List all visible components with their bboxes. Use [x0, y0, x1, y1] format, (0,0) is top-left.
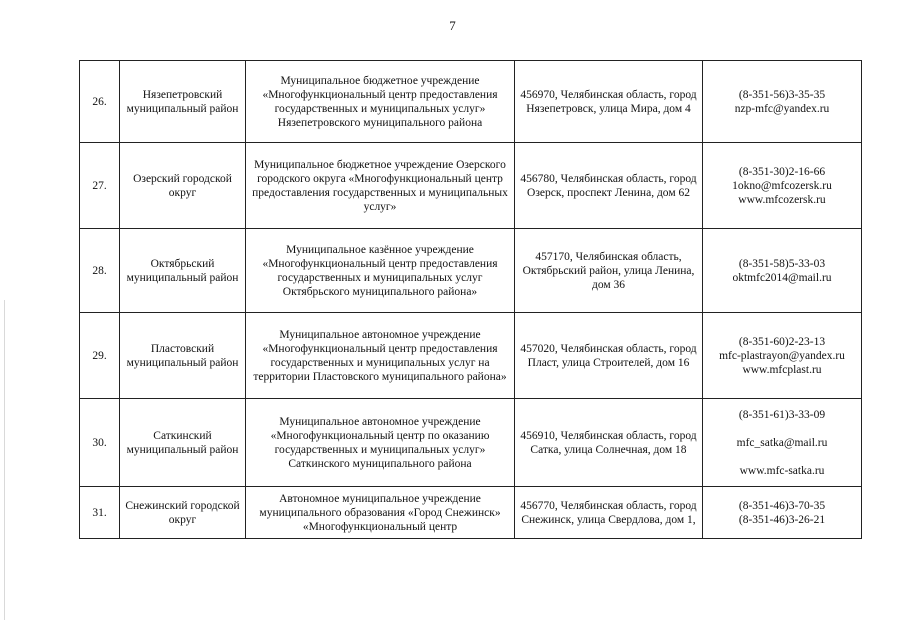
address-cell: 457020, Челябинская область, город Пласт, улица Строителей, дом 16: [515, 313, 703, 399]
phone-text: (8-351-61)3-33-09: [738, 408, 826, 421]
row-number: 31.: [80, 487, 120, 539]
email-text: mfc_satka@mail.ru: [736, 436, 828, 449]
mfc-registry-table: [79, 60, 862, 539]
phone-text: (8-351-30)2-16-66: [738, 165, 826, 178]
table-row: [80, 313, 862, 399]
website-text: www.mfc-satka.ru: [739, 464, 825, 477]
row-number: 30.: [80, 399, 120, 487]
institution-cell: Муниципальное автономное учреждение «Многофункциональный центр предоставления государственных и муниципальных услуг на территории Пластовского муниципального района»: [246, 313, 515, 399]
table-row: [80, 61, 862, 143]
address-cell: 456910, Челябинская область, город Сатка, улица Солнечная, дом 18: [515, 399, 703, 487]
municipality-cell: Саткинский муниципальный район: [120, 399, 246, 487]
phone-text: (8-351-46)3-70-35: [738, 499, 826, 512]
contacts-cell: [703, 143, 862, 229]
contacts-cell: [703, 313, 862, 399]
email-text: oktmfc2014@mail.ru: [732, 271, 832, 284]
contacts-cell: [703, 399, 862, 487]
municipality-cell: Озерский городской округ: [120, 143, 246, 229]
row-number: 26.: [80, 61, 120, 143]
email-text: mfc-plastrayon@yandex.ru: [719, 349, 845, 362]
row-number: 29.: [80, 313, 120, 399]
website-text: www.mfcozersk.ru: [738, 193, 826, 206]
municipality-cell: Нязепетровский муниципальный район: [120, 61, 246, 143]
address-cell: 457170, Челябинская область, Октябрьский район, улица Ленина, дом 36: [515, 229, 703, 313]
phone-text: (8-351-46)3-26-21: [738, 513, 826, 526]
municipality-cell: Пластовский муниципальный район: [120, 313, 246, 399]
address-cell: 456770, Челябинская область, город Снежинск, улица Свердлова, дом 1,: [515, 487, 703, 539]
institution-cell: Автономное муниципальное учреждение муниципального образования «Город Снежинск» «Многофункциональный центр: [246, 487, 515, 539]
institution-cell: Муниципальное казённое учреждение «Многофункциональный центр предоставления государственных и муниципальных услуг Октябрьского муниципального района»: [246, 229, 515, 313]
page-number: 7: [449, 18, 456, 33]
contacts-cell: [703, 487, 862, 539]
table-row: [80, 399, 862, 487]
scan-edge-line: [4, 300, 5, 620]
municipality-cell: Снежинский городской округ: [120, 487, 246, 539]
phone-text: (8-351-60)2-23-13: [738, 335, 826, 348]
contacts-cell: [703, 229, 862, 313]
institution-cell: Муниципальное бюджетное учреждение Озерского городского округа «Многофункциональный центр предоставления государственных и муниципальных услуг»: [246, 143, 515, 229]
phone-text: (8-351-56)3-35-35: [738, 88, 826, 101]
email-text: 1okno@mfcozersk.ru: [732, 179, 832, 192]
municipality-cell: Октябрьский муниципальный район: [120, 229, 246, 313]
institution-cell: Муниципальное автономное учреждение «Многофункциональный центр по оказанию государственных и муниципальных услуг» Саткинского муниципального района: [246, 399, 515, 487]
table-row: [80, 229, 862, 313]
table-row: [80, 143, 862, 229]
row-number: 28.: [80, 229, 120, 313]
institution-cell: Муниципальное бюджетное учреждение «Многофункциональный центр предоставления государственных и муниципальных услуг» Нязепетровского муниципального района: [246, 61, 515, 143]
website-text: www.mfcplast.ru: [742, 363, 822, 376]
row-number: 27.: [80, 143, 120, 229]
email-text: nzp-mfc@yandex.ru: [734, 102, 830, 115]
phone-text: (8-351-58)5-33-03: [738, 257, 826, 270]
address-cell: 456780, Челябинская область, город Озерск, проспект Ленина, дом 62: [515, 143, 703, 229]
table-row: [80, 487, 862, 539]
contacts-cell: [703, 61, 862, 143]
address-cell: 456970, Челябинская область, город Нязепетровск, улица Мира, дом 4: [515, 61, 703, 143]
